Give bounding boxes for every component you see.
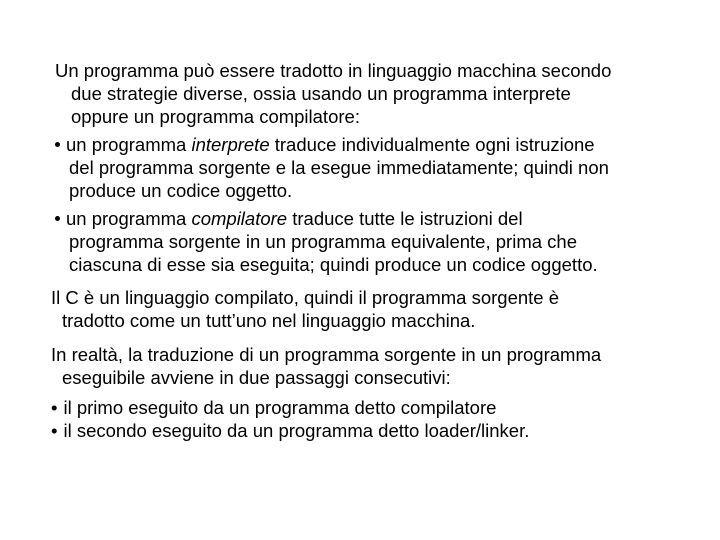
bullet-icon: • [51,397,58,418]
strategy-item-interprete [55,133,609,202]
intro-paragraph [55,59,611,128]
intro-line: due strategie diverse, ossia usando un programma interprete [71,83,571,104]
bullet-icon [55,216,60,221]
strategy-rest: traduce individualmente ogni istruzione [269,134,595,155]
steps-list [51,396,529,442]
bullet-icon [55,142,60,147]
strategy-line: ciascuna di esse sia eseguita; quindi produce un codice oggetto. [69,254,598,275]
step-text: il secondo eseguito da un programma detto loader/linker. [63,420,530,441]
c-compiled-paragraph [51,286,559,332]
strategy-first-line [55,207,598,230]
strategy-term: interprete [191,134,270,155]
step-item [51,396,529,419]
strategy-first-line [55,133,609,156]
strategy-line: del programma sorgente e la esegue immediatamente; quindi non [69,157,609,178]
strategy-prefix: un programma [66,134,192,155]
c-note-line: tradotto come un tutt’uno nel linguaggio macchina. [62,310,476,331]
bullet-icon: • [51,420,58,441]
step-text: il primo eseguito da un programma detto compilatore [63,397,497,418]
strategy-line: programma sorgente in un programma equivalente, prima che [69,231,577,252]
translation-paragraph [51,343,601,389]
intro-line: oppure un programma compilatore: [71,106,360,127]
strategy-prefix: un programma [66,208,192,229]
strategy-term: compilatore [191,208,288,229]
step-item [51,419,529,442]
translation-line: eseguibile avviene in due passaggi consecutivi: [62,367,451,388]
strategy-item-compilatore [55,207,598,276]
translation-line: In realtà, la traduzione di un programma sorgente in un programma [51,344,602,365]
strategy-rest: traduce tutte le istruzioni del [287,208,523,229]
intro-line: Un programma può essere tradotto in linguaggio macchina secondo [55,60,612,81]
c-note-line: Il C è un linguaggio compilato, quindi il programma sorgente è [51,287,560,308]
strategy-line: produce un codice oggetto. [69,180,293,201]
